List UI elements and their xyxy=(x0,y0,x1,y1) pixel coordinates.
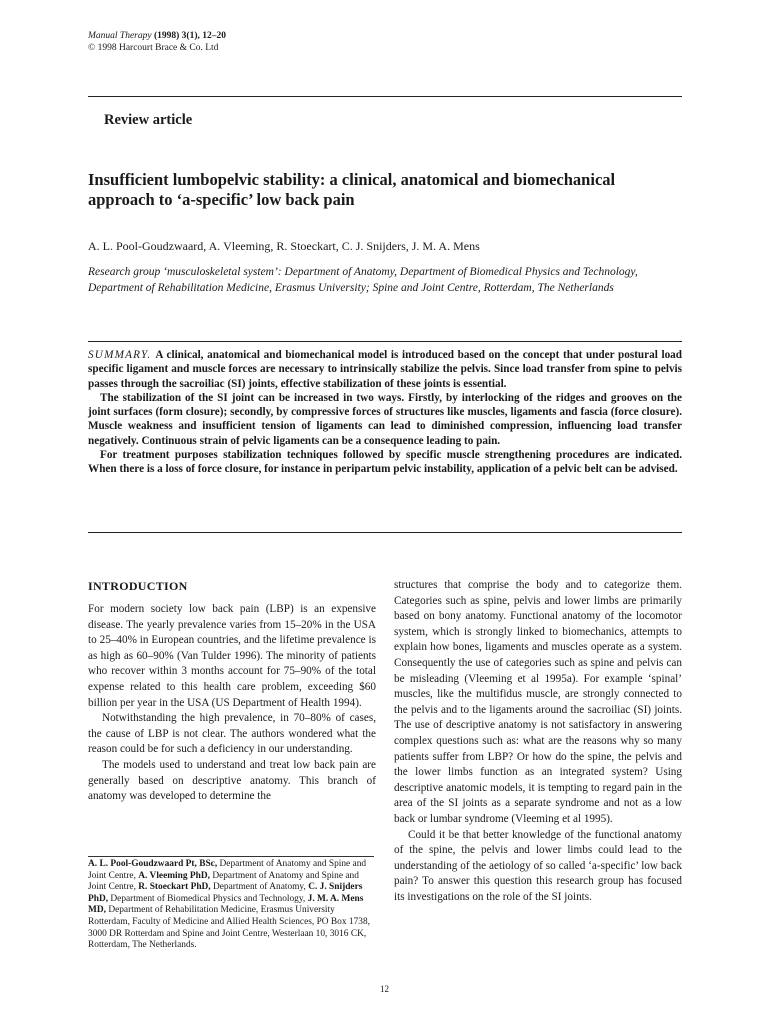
footnote-author-dept: Department of Biomedical Physics and Technology, xyxy=(108,893,308,904)
section-heading-introduction: INTRODUCTION xyxy=(88,579,188,593)
footnote-author-name: A. Vleeming PhD, xyxy=(138,870,210,881)
body-paragraph: Notwithstanding the high prevalence, in 70–80% of cases, the cause of LBP is not clear. The authors wondered what the reason could be for such a deficiency in our understanding. xyxy=(88,712,376,756)
summary-paragraph: The stabilization of the SI joint can be increased in two ways. Firstly, by interlocking of the ridges and grooves on the joint surfaces (form closure); secondly, by compressive forces of structures like muscles, ligaments and fascia (force closure). Muscle weakness and insufficient tension of ligaments can lead to diminished compression, influencing load transfer negatively. Continuous strain of pelvic ligaments can be a consequence leading to pain. xyxy=(88,391,682,447)
journal-citation: (1998) 3(1), 12–20 xyxy=(153,31,226,41)
copyright-line: © 1998 Harcourt Brace & Co. Ltd xyxy=(88,43,219,53)
body-column-left xyxy=(88,602,376,805)
footnote-author-name: A. L. Pool-Goudzwaard Pt, BSc, xyxy=(88,859,218,869)
summary-abstract xyxy=(88,348,682,477)
author-list: A. L. Pool-Goudzwaard, A. Vleeming, R. Stoeckart, C. J. Snijders, J. M. A. Mens xyxy=(88,239,480,253)
footnote-author-name: C. J. Snijders PhD, xyxy=(88,882,363,904)
author-footnote xyxy=(88,859,374,952)
journal-citation-line xyxy=(88,30,226,42)
footnote-author-dept: Department of Anatomy and Spine and Joint Centre, xyxy=(88,859,367,881)
header-rule xyxy=(88,96,682,97)
body-column-right xyxy=(394,578,682,905)
body-paragraph: structures that comprise the body and to categorize them. Categories such as spine, pelvis and lower limbs are primarily based on bony anatomy. Functional anatomy of the locomotor system, which is strongly linked to biomechanics, attempts to explain how bones, ligaments and muscles operate as a system. Consequently the use of categories such as spine and pelvis can be misleading (Vleeming et al 1995a). For example ‘spinal’ muscles, like the multifidus muscle, are strongly connected to the pelvis and to the ligaments around the sacroiliac (SI) joints. The use of descriptive anatomy is not satisfactory in answering complex questions such as: what are the reasons why so many patients suffer from LBP? Or how do the spine, the pelvis and the lower limbs function as an integrated system? Using descriptive anatomic models, it is tempting to regard pain in the area of the SI joints as a separate syndrome and not as a low back or lumbar syndrome (Vleeming et al 1995). xyxy=(394,579,682,825)
summary-paragraph xyxy=(88,348,682,391)
footnote-author-dept: Department of Anatomy, xyxy=(210,882,309,893)
affiliation: Research group ‘musculoskeletal system’: Department of Anatomy, Department of Biomedical Physics and Technology, Department of Rehabilitation Medicine, Erasmus University; Spine and Joint Centre, Rotterdam, The Netherlands xyxy=(88,266,638,294)
footnote-author-name: J. M. A. Mens MD, xyxy=(88,893,364,916)
summary-text-1: A clinical, anatomical and biomechanical model is introduced based on the concept that under postural load specific ligament and muscle forces are necessary to intrinsically stabilize the pelvis. Since load transfer from spine to pelvis passes through the sacroiliac (SI) joints, effective stabilization of these joints is essential. xyxy=(88,349,682,390)
summary-bottom-rule xyxy=(88,532,682,533)
summary-label: SUMMARY. xyxy=(88,349,152,361)
footnote-rule xyxy=(88,856,374,857)
article-type: Review article xyxy=(104,112,193,128)
footnote-author-name: R. Stoeckart PhD, xyxy=(138,882,211,893)
article-title: Insufficient lumbopelvic stability: a clinical, anatomical and biomechanical approach to ‘a-specific’ low back pain xyxy=(88,170,616,209)
journal-header xyxy=(88,30,226,54)
footnote-author-dept: Department of Anatomy and Spine and Joint Centre, xyxy=(88,870,359,893)
page-number: 12 xyxy=(380,984,389,994)
body-paragraph: The models used to understand and treat low back pain are generally based on descriptive anatomy. This branch of anatomy was developed to determine the xyxy=(88,758,376,803)
journal-name: Manual Therapy xyxy=(88,31,152,41)
body-paragraph: For modern society low back pain (LBP) is an expensive disease. The yearly prevalence varies from 15–20% in the USA to 25–40% in European countries, and the lifetime prevalence is as high as 60–90% (Van Tulder 1996). The minority of patients who recover within 3 months account for 75–90% of the total expense related to this health care problem, exceeding $60 billion per year in the USA (US Department of Health 1994). xyxy=(88,603,376,709)
body-paragraph: Could it be that better knowledge of the functional anatomy of the spine, the pelvis and lower limbs could lead to the understanding of the aetiology of so called ‘a-specific’ low back pain? To answer this question this research group has focused its investigations on the role of the SI joints. xyxy=(394,828,682,903)
footnote-author-dept: Department of Rehabilitation Medicine, Erasmus University Rotterdam, Faculty of Medicine and Allied Health Sciences, PO Box 1738, 3000 DR Rotterdam and Spine and Joint Centre, Westerlaan 10, 3016 CK, Rotterdam, The Netherlands. xyxy=(88,905,370,951)
summary-paragraph: For treatment purposes stabilization techniques followed by specific muscle strengthening procedures are indicated. When there is a loss of force closure, for instance in peripartum pelvic instability, application of a pelvic belt can be advised. xyxy=(88,449,682,476)
summary-top-rule xyxy=(88,341,682,342)
